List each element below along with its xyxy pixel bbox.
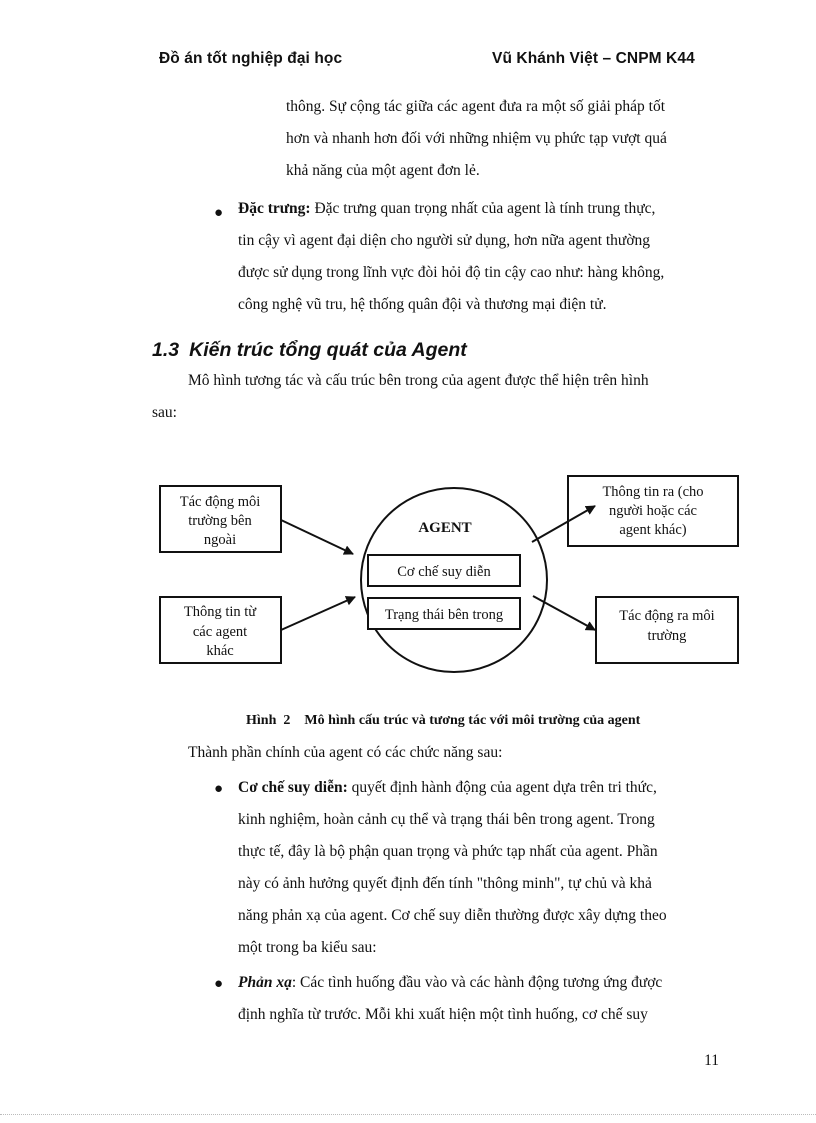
text-line: Đặc trưng quan trọng nhất của agent là tính trung thực, [314, 200, 656, 217]
section-intro-line2: sau: [152, 404, 177, 421]
box-text-line: trường bên [188, 513, 252, 529]
text-line: định nghĩa từ trước. Mỗi khi xuất hiện một tình huống, cơ chế suy [238, 1006, 648, 1023]
page-number: 11 [704, 1052, 719, 1069]
section-heading [152, 339, 467, 362]
arrow-environment-to-agent [281, 520, 353, 554]
box-text-line: agent khác) [619, 522, 687, 538]
arrow-agents-to-agent [281, 597, 355, 630]
box-text-line: trường [647, 628, 687, 644]
text-line: năng phản xạ của agent. Cơ chế suy diễn thường được xây dựng theo [238, 907, 667, 924]
text-line: thông. Sự cộng tác giữa các agent đưa ra một số giải pháp tốt [286, 98, 666, 115]
bullet-icon: ● [214, 205, 224, 221]
page-bottom-divider [0, 1114, 816, 1115]
box-text-line: Thông tin ra (cho [602, 484, 704, 500]
text-line: thực tế, đây là bộ phận quan trọng và phức tạp nhất của agent. Phần [238, 843, 658, 860]
figure-caption: Hình 2 Mô hình cấu trúc và tương tác với môi trường của agent [246, 713, 641, 728]
text-line: một trong ba kiểu sau: [238, 939, 377, 956]
box-text-line: khác [206, 643, 234, 659]
bullet-icon: ● [214, 781, 224, 797]
bullet-term: Phản xạ [238, 974, 292, 991]
bullet-term: Đặc trưng: [238, 200, 311, 217]
bullet-reflex [238, 967, 722, 1031]
box-text-line: Thông tin từ [183, 604, 257, 620]
text-line: hơn và nhanh hơn đối với những nhiệm vụ phức tạp vượt quá [286, 130, 667, 147]
header-author: Vũ Khánh Việt – CNPM K44 [492, 50, 695, 67]
text-line: được sử dụng trong lĩnh vực đòi hỏi độ tin cậy cao như: hàng không, [238, 264, 665, 281]
inner-state-label: Trạng thái bên trong [384, 607, 504, 623]
section-number: 1.3 [152, 339, 180, 361]
text-line: khả năng của một agent đơn lẻ. [286, 162, 480, 179]
bullet-inference [238, 772, 722, 964]
text-line: tin cậy vì agent đại diện cho người sử dụng, hơn nữa agent thường [238, 232, 651, 249]
agent-title: AGENT [418, 520, 472, 536]
box-text-line: Tác động môi [179, 494, 261, 510]
box-text-line: ngoài [203, 532, 237, 548]
bullet-icon: ● [214, 976, 224, 992]
section-title: Kiến trúc tổng quát của Agent [189, 339, 467, 361]
header-document-title: Đồ án tốt nghiệp đại học [159, 50, 343, 67]
box-text-line: người hoặc các [609, 503, 697, 519]
bullet-term: Cơ chế suy diễn: [238, 779, 348, 796]
text-line: công nghệ vũ tru, hệ thống quân đội và thương mại điện tử. [238, 296, 607, 313]
text-line: này có ảnh hưởng quyết định đến tính "thông minh", tự chủ và khả [238, 875, 652, 892]
arrow-agent-to-action [533, 596, 595, 630]
bullet-characteristic [238, 193, 722, 321]
functions-intro: Thành phần chính của agent có các chức năng sau: [188, 744, 503, 761]
box-text-line: các agent [192, 624, 248, 640]
text-line: kinh nghiệm, hoàn cảnh cụ thể và trạng thái bên trong agent. Trong [238, 811, 655, 828]
agent-architecture-diagram [155, 470, 745, 695]
box-text-line: Tác động ra môi [619, 608, 715, 624]
text-line: quyết định hành động của agent dựa trên tri thức, [351, 779, 657, 796]
inner-inference-label: Cơ chế suy diễn [397, 564, 491, 580]
text-line: : Các tình huống đầu vào và các hành động tương ứng được [291, 974, 663, 991]
section-intro-line1: Mô hình tương tác và cấu trúc bên trong của agent được thể hiện trên hình [188, 372, 649, 389]
intro-continuation [286, 91, 722, 187]
